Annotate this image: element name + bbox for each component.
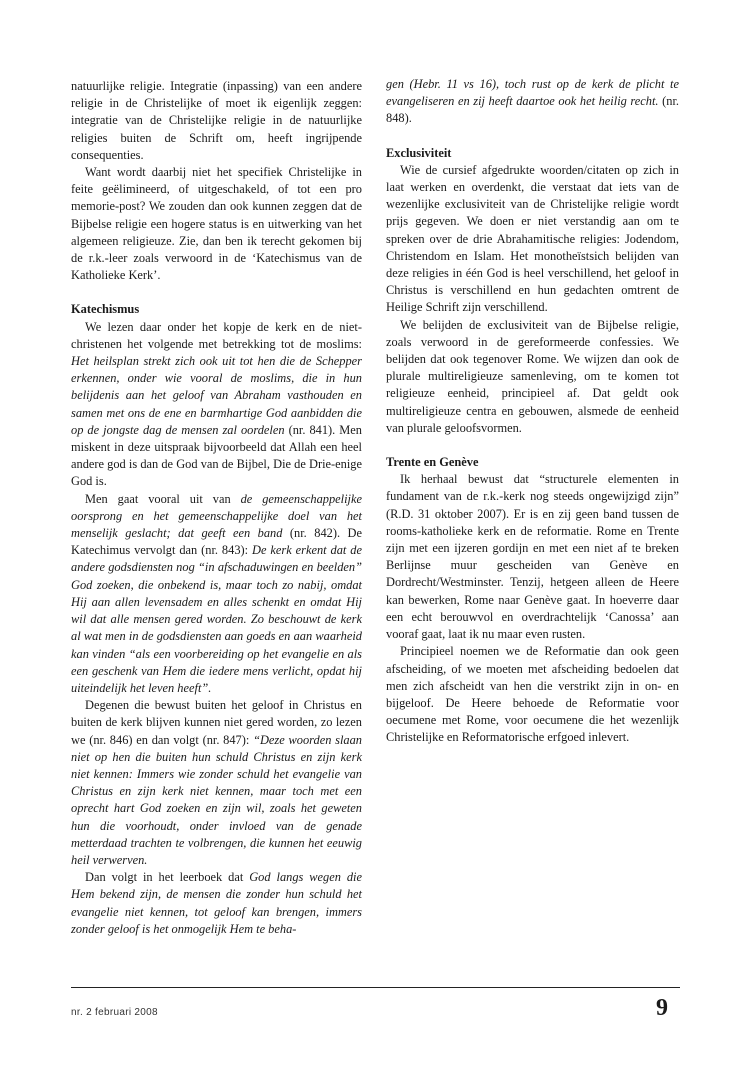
quote: de gemeenschappelijke oorsprong en het gemeenschappelijke doel van het menselijk geslacht; dat geeft een band: [71, 491, 362, 541]
paragraph: natuurlijke religie. Integratie (inpassing) van een andere religie in de Christelijke of moet ik eigenlijk zeggen: integratie van de Christelijke religie in de natuurlijke religies buiten de Schrift om, heeft ingrijpende consequenties.: [71, 79, 362, 162]
footer-divider: [71, 987, 680, 988]
paragraph: We lezen daar onder het kopje de kerk en de niet-christenen het volgende met betrekking tot de moslims: Het heilsplan strekt zich ook uit tot hen die de Schepper erkennen, onder wie vooral de moslims, die in hun belijdenis aan het geloof van Abraham vasthouden en samen met ons de ene en barmhartige God aanbidden die op de jongste dag de mensen zal oordelen (nr. 841). Men miskent in deze uitspraak bijvoorbeeld dat Allah een heel andere god is dan de God van de Bijbel, Die de Drie-enige God is.: [71, 319, 363, 489]
section-heading-katechismus: Katechismus: [71, 302, 140, 317]
paragraph: gen (Hebr. 11 vs 16), toch rust op de kerk de plicht te evangeliseren en zij heeft daartoe ook het heilig recht. (nr. 848).: [386, 77, 679, 126]
paragraph: Want wordt daarbij niet het specifiek Christelijke in feite geëlimineerd, of uitgeschakeld, of tot een pro memorie-post? We zouden dan ook kunnen zeggen dat de Bijbelse religie een hogere status is en uitwerking van het algemeen religieuze. Zie, dan ben ik terecht gekomen bij de r.k.-leer zoals verwoord in de ‘Katechismus van de Katholieke Kerk’.: [71, 165, 362, 283]
paragraph: We belijden de exclusiviteit van de Bijbelse religie, zoals verwoord in de gereformeerde confessies. We belijden dat ook tegenover Rome. We wijzen dan ook de plurale multireligieuze samenleving, om te komen tot religieuze eenheid, principieel af. Dat geldt ook multireligieuze centra en gebouwen, alsmede de eenheid van plurale geloofsvormen.: [386, 317, 679, 435]
paragraph: Ik herhaal bewust dat “structurele elementen in fundament van de r.k.-kerk nog steeds ongewijzigd zijn” (R.D. 31 oktober 2007). Er is en zij geen band tussen de rooms-katholieke kerk en de reformatie. Rome en Trente zijn met een ijzeren gordijn en met een niet af te breken Berlijnse muur gescheiden van Genève en Dordrecht/Westminster. Tenzij, hetgeen alleen de Heere kan bewerken, Rome naar Genève gaat. In hoeverre daar een echt berouwvol en overdrachtelijk ‘Canossa’ aan vooraf gaat, laat ik nu maar even rusten.: [386, 472, 679, 642]
section-heading-trente: Trente en Genève: [386, 455, 479, 470]
section-heading-exclusiviteit: Exclusiviteit: [386, 145, 452, 160]
page-number: 9: [656, 995, 668, 1021]
paragraph: Wie de cursief afgedrukte woorden/citaten op zich in laat werken en overdenkt, die verstaat dat iets van de wezenlijke exclusiviteit van de Christelijke religie wordt prijs gegeven. We doen er niet verstandig aan om te spreken over de drie Abrahamitische religies: Jodendom, Christendom en Islam. Het monotheïstsich belijden van deze religies in één God is heel verschillend, het geloof in Christus is verschillend en hun gedachten omtrent de Heilige Schrift zijn verschillend.: [386, 162, 679, 315]
paragraph: Degenen die bewust buiten het geloof in Christus en buiten de kerk blijven kunnen niet gered worden, zo lezen we (nr. 846) en dan volgt (nr. 847): “Deze woorden slaan niet op hen die buiten hun schuld Christus en zijn kerk niet kennen: Immers wie zonder schuld het evangelie van Christus en zijn kerk niet kennen, maar toch met een oprecht hart God zoeken en zijn wil, zoals het geweten hun die voorhoudt, onder invloed van de genade metterdaad trachten te volbrengen, die kunnen het eeuwig heil verwerven.: [71, 698, 362, 867]
quote: gen (Hebr. 11 vs 16), toch rust op de kerk de plicht te evangeliseren en zij heeft daartoe ook het heilig recht.: [386, 77, 679, 109]
paragraph: Principieel noemen we de Reformatie dan ook geen afscheiding, of we moeten met afscheiding bedoelen dat men zich afscheidt van hen die verstrikt zijn in on- en bijgeloof. De Heere behoede de Reformatie voor oecumene met Rome, voor oecumene die het wezenlijk Christelijke en Reformatorische erfgoed inlevert.: [386, 644, 679, 745]
quote: God langs wegen die Hem bekend zijn, de mensen die zonder hun schuld het evangelie niet kennen, tot geloof kan brengen, immers zonder geloof is het onmogelijk Hem te beha-: [71, 870, 362, 936]
issue-label: nr. 2 februari 2008: [71, 1007, 158, 1018]
quote: Het heilsplan strekt zich ook uit tot hen die de Schepper erkennen, onder wie vooral de moslims, die in hun belijdenis aan het geloof van Abraham vasthouden en samen met ons de ene en barmhartige God aanbidden die op de jongste dag de mensen zal oordelen: [71, 354, 362, 437]
paragraph: Dan volgt in het leerboek dat God langs wegen die Hem bekend zijn, de mensen die zonder hun schuld het evangelie niet kennen, tot geloof kan brengen, immers zonder geloof is het onmogelijk Hem te beha-: [71, 870, 362, 936]
quote: De kerk erkent dat de andere godsdiensten nog “in afschaduwingen en beelden” God zoeken, die onbekend is, maar toch zo nabij, omdat Hij aan allen levensadem en alles schenkt en omdat Hij wil dat alle mensen gered worden. Zo beschouwt de kerk al wat men in de godsdiensten aan goeds en aan waarheid kan vinden “als een voorbereiding op het evangelie en als een geschenk van Hem die iedere mens verlicht, opdat hij uiteindelijk het leven heeft”.: [71, 543, 362, 695]
right-column: [386, 76, 679, 747]
left-column: [71, 78, 362, 938]
paragraph: Men gaat vooral uit van de gemeenschappelijke oorsprong en het gemeenschappelijke doel van het menselijk geslacht; dat geeft een band (nr. 842). De Katechimus vervolgt dan (nr. 843): De kerk erkent dat de andere godsdiensten nog “in afschaduwingen en beelden” God zoeken, die onbekend is, maar toch zo nabij, omdat Hij aan allen levensadem en alles schenkt en omdat Hij wil dat alle mensen gered worden. Zo beschouwt de kerk al wat men in de godsdiensten aan goeds en aan waarheid kan vinden “als een voorbereiding op het evangelie en als een geschenk van Hem die iedere mens verlicht, opdat hij uiteindelijk het leven heeft”.: [71, 491, 362, 695]
quote: “Deze woorden slaan niet op hen die buiten hun schuld Christus en zijn kerk niet kennen: Immers wie zonder schuld het evangelie van Christus en zijn kerk niet kennen, maar toch met een oprecht hart God zoeken en zijn wil, zoals het geweten hun die voorhoudt, onder invloed van de genade metterdaad trachten te volbrengen, die kunnen het eeuwig heil verwerven.: [71, 732, 362, 867]
